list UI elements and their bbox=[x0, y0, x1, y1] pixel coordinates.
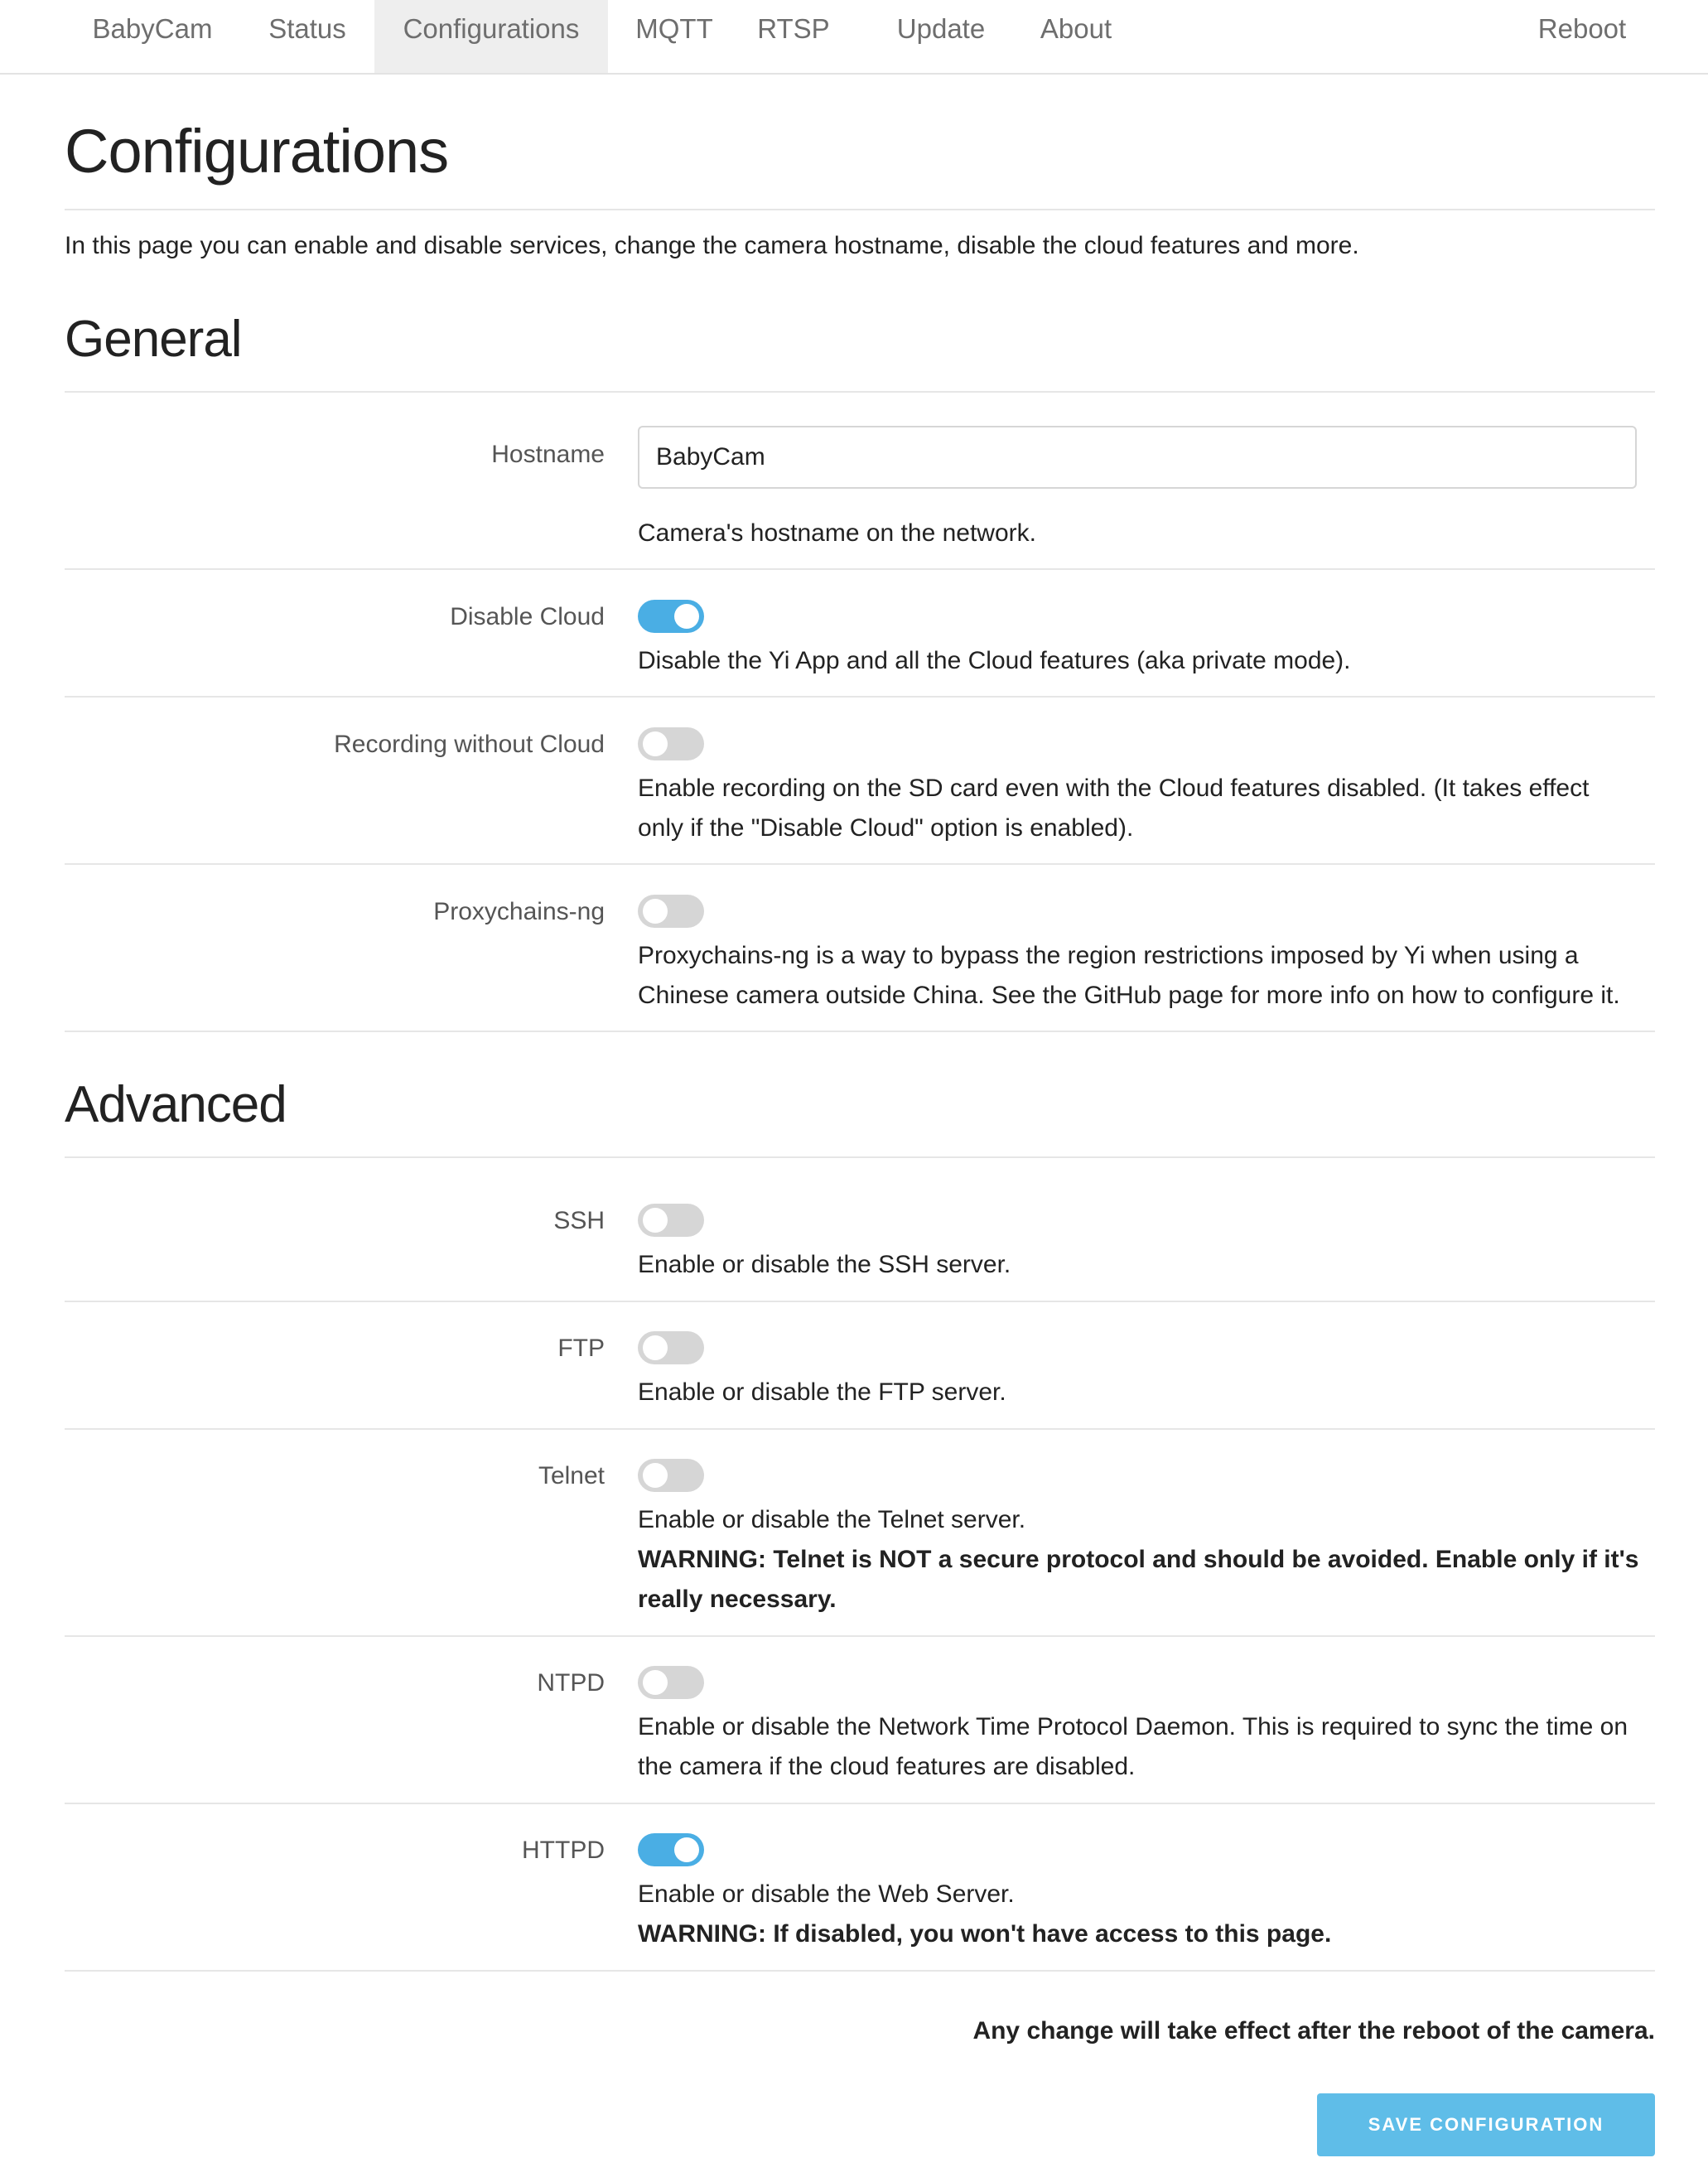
recording-without-cloud-toggle[interactable] bbox=[638, 727, 704, 760]
httpd-help bbox=[638, 1875, 1640, 1954]
section-title-advanced: Advanced bbox=[65, 1076, 287, 1133]
disable-cloud-help: Disable the Yi App and all the Cloud features (aka private mode). bbox=[638, 647, 1351, 674]
disable-cloud-toggle[interactable] bbox=[638, 600, 704, 633]
httpd-help-text: Enable or disable the Web Server. bbox=[638, 1880, 1015, 1908]
httpd-toggle[interactable] bbox=[638, 1833, 704, 1866]
ntpd-label: NTPD bbox=[537, 1669, 605, 1697]
divider bbox=[65, 1301, 1655, 1302]
toggle-knob bbox=[643, 1670, 668, 1695]
page-title: Configurations bbox=[65, 117, 449, 186]
httpd-warning: WARNING: If disabled, you won't have access to this page. bbox=[638, 1920, 1332, 1948]
ftp-toggle[interactable] bbox=[638, 1331, 704, 1364]
proxychains-help: Proxychains-ng is a way to bypass the region restrictions imposed by Yi when using a Chinese camera outside China. See the GitHub page for more info on how to configure it. bbox=[638, 942, 1620, 1009]
divider bbox=[65, 209, 1655, 210]
nav-reboot[interactable]: Reboot bbox=[1537, 13, 1627, 44]
proxychains-toggle[interactable] bbox=[638, 895, 704, 928]
toggle-knob bbox=[643, 1208, 668, 1233]
divider bbox=[65, 1803, 1655, 1804]
divider bbox=[65, 568, 1655, 570]
save-configuration-button[interactable]: SAVE CONFIGURATION bbox=[1317, 2093, 1655, 2156]
telnet-help-text: Enable or disable the Telnet server. bbox=[638, 1506, 1026, 1533]
toggle-knob bbox=[643, 1463, 668, 1488]
hostname-help: Camera's hostname on the network. bbox=[638, 519, 1036, 547]
toggle-knob bbox=[674, 1837, 699, 1862]
toggle-knob bbox=[643, 1335, 668, 1360]
nav-item-about[interactable]: About bbox=[1040, 13, 1112, 44]
divider bbox=[65, 696, 1655, 698]
toggle-knob bbox=[674, 604, 699, 629]
disable-cloud-label: Disable Cloud bbox=[450, 603, 605, 630]
recording-without-cloud-label: Recording without Cloud bbox=[334, 731, 605, 758]
telnet-toggle[interactable] bbox=[638, 1459, 704, 1492]
nav-brand[interactable]: BabyCam bbox=[92, 13, 213, 44]
toggle-knob bbox=[643, 899, 668, 924]
proxychains-label: Proxychains-ng bbox=[433, 898, 605, 925]
telnet-help bbox=[638, 1500, 1640, 1620]
ntpd-toggle[interactable] bbox=[638, 1666, 704, 1699]
divider bbox=[65, 1635, 1655, 1637]
ftp-help: Enable or disable the FTP server. bbox=[638, 1378, 1006, 1406]
divider bbox=[65, 1031, 1655, 1032]
page-intro: In this page you can enable and disable services, change the camera hostname, disable the cloud features and more. bbox=[65, 232, 1359, 259]
divider bbox=[65, 863, 1655, 865]
ssh-label: SSH bbox=[553, 1207, 605, 1234]
nav-item-status[interactable]: Status bbox=[268, 13, 346, 44]
ftp-label: FTP bbox=[557, 1335, 605, 1362]
reboot-notice: Any change will take effect after the reboot of the camera. bbox=[972, 2017, 1655, 2044]
divider bbox=[65, 1428, 1655, 1430]
top-navbar bbox=[0, 0, 1708, 75]
divider bbox=[65, 391, 1655, 393]
nav-item-configurations[interactable]: Configurations bbox=[374, 0, 608, 73]
httpd-label: HTTPD bbox=[522, 1837, 605, 1864]
hostname-input[interactable] bbox=[638, 426, 1637, 489]
ssh-toggle[interactable] bbox=[638, 1204, 704, 1237]
telnet-label: Telnet bbox=[538, 1462, 605, 1489]
nav-item-rtsp[interactable]: RTSP bbox=[757, 13, 830, 44]
telnet-warning: WARNING: Telnet is NOT a secure protocol and should be avoided. Enable only if it's really necessary. bbox=[638, 1546, 1639, 1613]
toggle-knob bbox=[643, 731, 668, 756]
ntpd-help: Enable or disable the Network Time Protocol Daemon. This is required to sync the time on the camera if the cloud features are disabled. bbox=[638, 1713, 1628, 1780]
recording-without-cloud-help: Enable recording on the SD card even with the Cloud features disabled. (It takes effect only if the "Disable Cloud" option is enabled). bbox=[638, 775, 1590, 842]
section-title-general: General bbox=[65, 311, 242, 368]
divider bbox=[65, 1970, 1655, 1972]
ssh-help: Enable or disable the SSH server. bbox=[638, 1251, 1011, 1278]
nav-item-mqtt[interactable]: MQTT bbox=[635, 13, 713, 44]
divider bbox=[65, 1156, 1655, 1158]
hostname-label: Hostname bbox=[491, 441, 605, 468]
nav-item-update[interactable]: Update bbox=[896, 13, 986, 44]
